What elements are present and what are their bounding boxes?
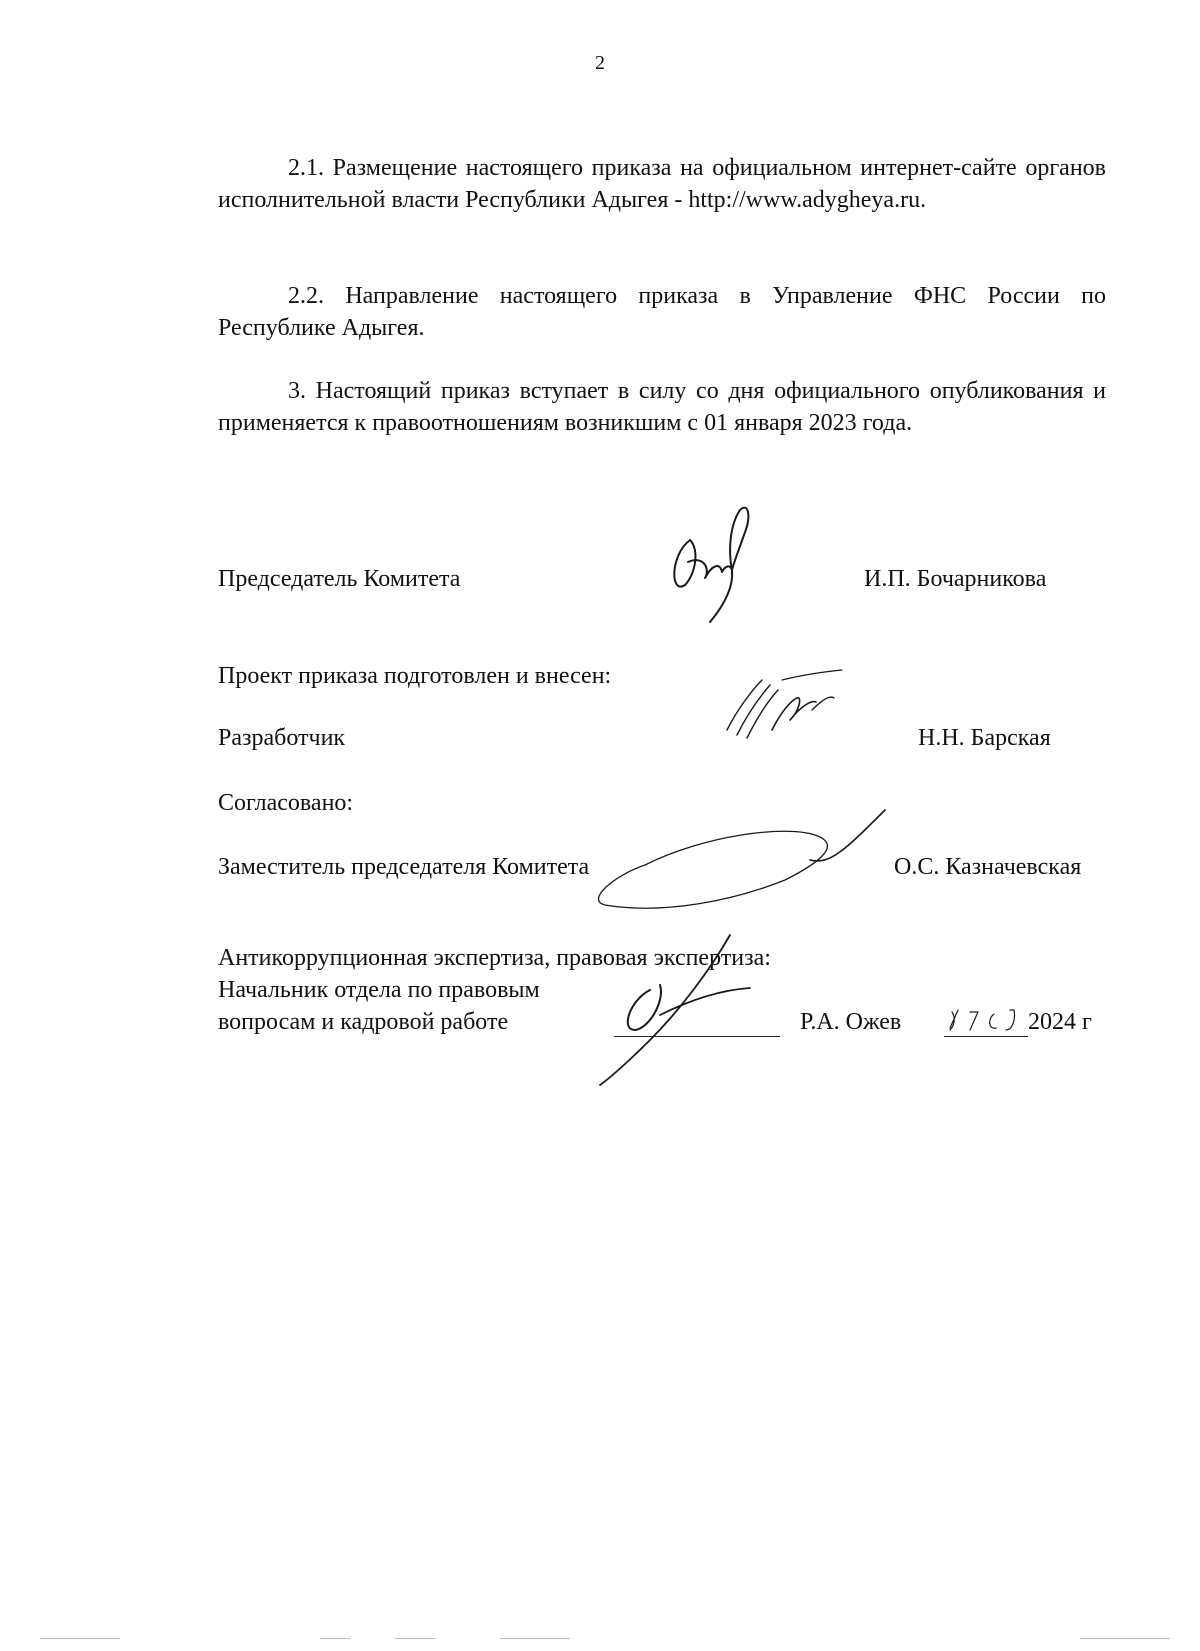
chairman-title: Председатель Комитета bbox=[218, 566, 461, 592]
deputy-title: Заместитель председателя Комитета bbox=[218, 854, 590, 880]
legal-head-name: Р.А. Ожев bbox=[800, 1009, 902, 1035]
deputy-signature bbox=[585, 805, 905, 915]
developer-name: Н.Н. Барская bbox=[918, 725, 1051, 751]
prepared-by-heading: Проект приказа подготовлен и внесен: bbox=[218, 663, 612, 689]
agreed-heading: Согласовано: bbox=[218, 790, 354, 816]
scan-mark bbox=[1080, 1638, 1170, 1639]
scan-mark bbox=[500, 1638, 570, 1639]
paragraph-2-1: 2.1. Размещение настоящего приказа на официальном интернет-сайте органов исполнительной власти Республики Адыгея - http://www.adygheya.ru. bbox=[218, 155, 1106, 213]
chairman-name: И.П. Бочарникова bbox=[864, 566, 1047, 592]
legal-head-title-line-1: Начальник отдела по правовым bbox=[218, 977, 540, 1003]
scan-mark bbox=[320, 1638, 350, 1639]
paragraph-2-2: 2.2. Направление настоящего приказа в Управление ФНС России по Республике Адыгея. bbox=[218, 283, 1106, 341]
deputy-name: О.С. Казначевская bbox=[894, 854, 1082, 880]
legal-head-year: 2024 г bbox=[1028, 1009, 1092, 1035]
developer-signature bbox=[712, 660, 852, 760]
legal-head-title-line-2: вопросам и кадровой работе bbox=[218, 1009, 509, 1035]
paragraph-3: 3. Настоящий приказ вступает в силу со дня официального опубликования и применяется к правоотношениям возникшим с 01 января 2023 года. bbox=[218, 378, 1106, 436]
scan-mark bbox=[40, 1638, 120, 1639]
legal-head-date-handwriting bbox=[944, 1000, 1028, 1040]
chairman-signature bbox=[660, 500, 770, 630]
legal-head-signature bbox=[590, 930, 790, 1090]
scan-mark bbox=[395, 1638, 435, 1639]
expertise-heading: Антикоррупционная экспертиза, правовая экспертиза: bbox=[218, 945, 771, 971]
developer-title: Разработчик bbox=[218, 725, 346, 751]
page-number: 2 bbox=[595, 52, 605, 74]
